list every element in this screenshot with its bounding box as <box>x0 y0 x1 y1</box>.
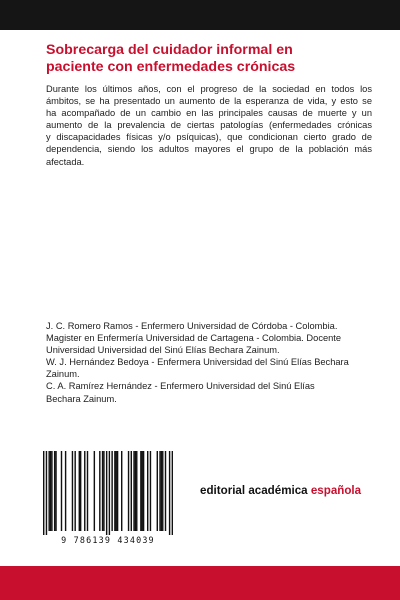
barcode-bar <box>46 451 47 535</box>
author-line: Magister en Enfermería Universidad de Cartagena - Colombia. Docente <box>46 333 342 344</box>
barcode-bar <box>162 451 163 531</box>
author-line: C. A. Ramírez Hernández - Enfermero Universidad del Sinú Elías <box>46 381 315 392</box>
barcode-bar <box>157 451 158 531</box>
barcode-bars <box>43 451 173 535</box>
barcode-bar <box>140 451 141 531</box>
barcode-bar <box>84 451 85 531</box>
barcode-bar <box>72 451 73 531</box>
barcode-bar <box>114 451 115 531</box>
author-line: Bechara Zainum. <box>46 393 117 404</box>
bottom-band <box>0 566 400 600</box>
barcode-bar <box>121 451 122 531</box>
barcode-bar <box>161 451 162 531</box>
barcode-bar <box>51 451 52 531</box>
abstract-text <box>46 83 372 168</box>
publisher-logo-text <box>200 484 361 497</box>
top-band <box>0 0 400 30</box>
barcode-bar <box>106 451 107 535</box>
barcode-bar <box>172 451 173 535</box>
barcode-bar <box>65 451 66 531</box>
abstract-line: y discapacidades físicas y/o psíquicas), que condicionan cierto grado de <box>46 132 372 143</box>
barcode-bar <box>43 451 44 535</box>
barcode-bar <box>135 451 136 531</box>
title-line-1: Sobrecarga del cuidador informal en <box>46 42 293 58</box>
barcode-bar <box>80 451 81 531</box>
barcode-bar <box>147 451 148 531</box>
barcode-bar <box>133 451 134 531</box>
barcode-bar <box>143 451 144 531</box>
barcode-bar <box>99 451 100 531</box>
book-title <box>46 42 366 76</box>
barcode-bar <box>109 451 110 535</box>
barcode-bar <box>61 451 62 531</box>
barcode-bar <box>128 451 129 531</box>
abstract-line: dependencia, siendo los adultos mayores el grupo de la población más <box>46 144 372 155</box>
barcode-bar <box>117 451 118 531</box>
barcode-bar <box>74 451 75 531</box>
publisher-name-accent: española <box>310 484 362 497</box>
barcode-bar <box>48 451 49 531</box>
abstract-line: ha acompañado de un cambio en las principales causas de muerte y un <box>46 108 372 119</box>
barcode-bar <box>111 451 112 531</box>
barcode-bar <box>50 451 51 531</box>
barcode-bar <box>136 451 137 531</box>
barcode-bar <box>159 451 160 531</box>
author-bios <box>46 320 376 405</box>
abstract-line: ámbitos, se ha presentado un aumento de la esperanza de vida, y esto se <box>46 96 372 107</box>
barcode-bar <box>169 451 170 535</box>
barcode-bar <box>131 451 132 531</box>
barcode-bar <box>165 451 166 531</box>
abstract-line: Durante los últimos años, con el progreso de la sociedad en todos los <box>46 84 372 94</box>
barcode-bar <box>87 451 88 531</box>
barcode-bar <box>142 451 143 531</box>
author-line: Zainum. <box>46 369 80 380</box>
barcode-bar <box>54 451 55 531</box>
barcode-bar <box>102 451 103 531</box>
abstract-line: afectada. <box>46 156 85 167</box>
barcode-bar <box>150 451 151 531</box>
barcode-bar <box>94 451 95 531</box>
barcode-bar <box>79 451 80 531</box>
author-line: W. J. Hernández Bedoya - Enfermera Universidad del Sinú Elías Bechara <box>46 357 349 368</box>
barcode-number: 9 786139 434039 <box>61 535 155 545</box>
title-line-2: paciente con enfermedades crónicas <box>46 59 296 75</box>
author-line: Universidad Universidad del Sinú Elías Bechara Zainum. <box>46 345 280 356</box>
author-line: J. C. Romero Ramos - Enfermero Universidad de Córdoba - Colombia. <box>46 321 338 331</box>
barcode-bar <box>103 451 104 531</box>
barcode-bar <box>116 451 117 531</box>
barcode-bar <box>55 451 56 531</box>
publisher-name: editorial académica <box>200 484 311 497</box>
abstract-line: aumento de la prevalencia de ciertas patologías (enfermedades crónicas <box>46 120 372 131</box>
isbn-barcode <box>29 444 185 548</box>
